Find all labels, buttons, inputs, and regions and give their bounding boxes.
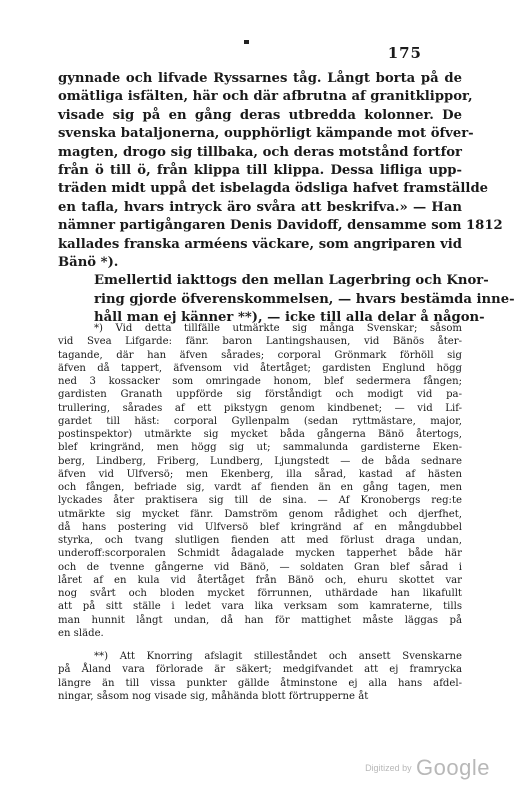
text-line: tagande, där han äfven sårades; corporal Grönmark förhöll sig [58, 349, 462, 361]
text-line: kallades franska arméens väckare, som angriparen vid [58, 236, 462, 252]
text-line: en tafla, hvars intryck äro svåra att beskrifva.» — Han [58, 199, 462, 215]
text-line: håll man ej känner **), — icke till alla delar å någon- [94, 310, 485, 326]
text-line: äfven då tappert, äfvensom vid återtåget; gardisten Englund högg [58, 362, 462, 374]
text-line: berg, Lindberg, Friberg, Lundberg, Ljungstedt — de båda sednare [58, 455, 462, 467]
page-top-mark [244, 40, 249, 44]
text-line: längre än till vissa punkter gällde åtminstone ej alla hans afdel- [58, 677, 462, 689]
text-line: lyckades åter praktisera sig till de sina. — Af Kronobergs reg:te [58, 495, 462, 507]
text-line: underoff:scorporalen Schmidt ådagalade mycken tapperhet både här [58, 548, 462, 560]
text-line: gynnade och lifvade Ryssarnes tåg. Långt borta på de [58, 71, 462, 86]
footnotes [58, 322, 462, 713]
footnote-1 [58, 322, 462, 640]
footnote-2 [58, 650, 462, 703]
paragraph-2 [58, 272, 515, 327]
text-line: ring gjorde öfverenskommelsen, — hvars bestämda inne- [94, 291, 515, 307]
text-line: och fången, befriade sig, vardt af fienden än en gång tagen, men [58, 482, 462, 493]
text-line: nog svårt och bloden mycket förrunnen, uthärdade han likafullt [58, 588, 462, 599]
main-text [58, 70, 515, 328]
google-watermark [365, 755, 490, 781]
text-line: och de tvenne gångerne vid Bänö, — soldaten Gran blef sårad i [58, 561, 462, 573]
text-line: postinspektor) utmärkte sig mycket båda gångerna Bänö återtogs, [58, 429, 462, 440]
text-line: Bänö *). [58, 255, 119, 271]
google-logo: Google [416, 755, 490, 780]
paragraph-1 [58, 70, 503, 272]
text-line: låret af en kula vid återtåget från Bänö och, ehuru skottet var [58, 574, 462, 586]
text-line: ned 3 kossacker som omringade honom, blef sedermera fången; [58, 376, 462, 387]
text-line: ningar, såsom nog visade sig, måhända blott förtrupperne åt [58, 690, 369, 702]
page-number: 175 [387, 44, 422, 62]
text-line: styrka, och tvang slutligen fienden att med förlust draga undan, [58, 535, 462, 546]
text-line: en släde. [58, 627, 104, 639]
text-line: svenska bataljonerna, oupphörligt kämpande mot öfver- [58, 126, 474, 142]
text-line: visade sig på en gång deras utbredda kolonner. De [58, 107, 462, 123]
text-line: omätliga isfälten, här och där afbrutna af granitklippor, [58, 89, 473, 105]
text-line: att på sitt ställe i ledet vara lika verksam som kamraterne, tills [58, 601, 462, 613]
text-line: gardet till häst: corporal Gyllenpalm (sedan ryttmästare, major, [58, 415, 462, 427]
text-line: man hunnit långt undan, då han för mattighet måste läggas på [58, 614, 462, 626]
text-line: träden midt uppå det isbelagda ödsliga hafvet framställde [58, 181, 489, 197]
text-line: **) Att Knorring afslagit stilleståndet och ansett Svenskarne [94, 651, 462, 662]
text-line: blef kringränd, men högg sig ut; sammalunda gardisterne Eken- [58, 442, 462, 454]
text-line: äfven vid Ulfversö; men Ekenberg, illa sårad, kastad af hästen [58, 468, 462, 480]
text-line: Emellertid iakttogs den mellan Lagerbring och Knor- [94, 273, 489, 289]
text-line: då hans postering vid Ulfversö blef kringränd af en mångdubbel [58, 521, 462, 533]
text-line: *) Vid detta tillfälle utmärkte sig många Svenskar; såsom [94, 323, 462, 334]
text-line: nämner partigångaren Denis Davidoff, densamme som 1812 [58, 218, 503, 234]
text-line: utmärkte sig mycket fänr. Damström genom rådighet och djerfhet, [58, 508, 462, 520]
text-line: magten, drogo sig tillbaka, och deras motstånd fortfor [58, 144, 462, 160]
text-line: gardisten Granath uppförde sig förståndigt och modigt vid pa- [58, 389, 462, 401]
watermark-prefix: Digitized by [365, 763, 412, 773]
text-line: vid Svea Lifgarde: fänr. baron Lantingshausen, vid Bänös åter- [58, 336, 462, 348]
text-line: från ö till ö, från klippa till klippa. Dessa lifliga upp- [58, 163, 462, 179]
text-line: trullering, sårades af ett pikstygn genom kindbenet; — vid Lif- [58, 402, 462, 414]
text-line: på Åland vara förlorade är säkert; medgifvandet att ej framrycka [58, 664, 462, 676]
